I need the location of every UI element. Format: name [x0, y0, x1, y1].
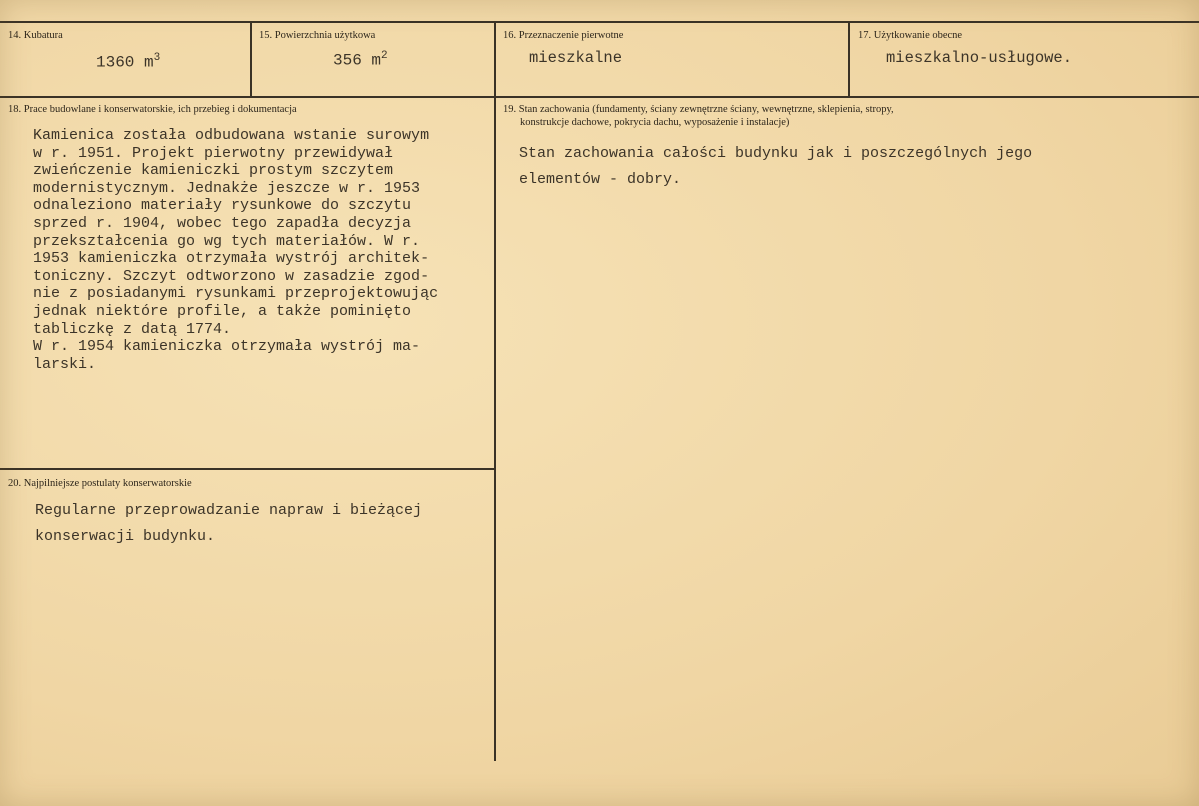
- field-18-line: W r. 1954 kamieniczka otrzymała wystrój ma-: [33, 338, 421, 356]
- col-divider-16-17: [848, 21, 850, 97]
- field-18-line: toniczny. Szczyt odtworzono w zasadzie zgod-: [33, 267, 430, 285]
- field-18-line: modernistycznym. Jednakże jeszcze w r. 1953: [33, 179, 421, 197]
- field-17-label: 17. Użytkowanie obecne: [858, 30, 963, 41]
- field-20-top-line: [0, 468, 494, 470]
- field-18-line: zwieńczenie kamieniczki prostym szczytem: [33, 162, 394, 180]
- field-14-number: 1360 m: [96, 53, 154, 72]
- field-19-label: 19. Stan zachowania (fundamenty, ściany zewnętrzne ściany, wewnętrzne, sklepienia, stropy,: [503, 104, 894, 115]
- field-19-line: Stan zachowania całości budynku jak i poszczególnych jego: [519, 145, 1033, 162]
- field-14-exponent: 3: [153, 52, 161, 64]
- field-18-line: tabliczkę z datą 1774.: [33, 320, 232, 338]
- field-19-line: elementów - dobry.: [519, 171, 682, 188]
- field-14-value: [96, 52, 160, 71]
- field-18-line: jednak niektóre profile, a także pominięto: [33, 302, 412, 320]
- col-divider-14-15: [250, 21, 252, 97]
- field-18-line: przekształcenia go wg tych materiałów. W r.: [33, 232, 421, 250]
- field-20-label: 20. Najpilniejsze postulaty konserwatorskie: [8, 478, 192, 489]
- field-16-value: mieszkalne: [529, 49, 623, 67]
- field-15-value: [333, 50, 388, 69]
- field-20-text: [35, 498, 422, 550]
- field-15-label: 15. Powierzchnia użytkowa: [259, 30, 376, 41]
- field-19-text: [519, 141, 1032, 193]
- col-divider-main: [494, 21, 496, 761]
- field-15-number: 356 m: [333, 51, 382, 70]
- field-20-line: Regularne przeprowadzanie napraw i bieżącej: [35, 502, 423, 519]
- field-18-line: w r. 1951. Projekt pierwotny przewidywał: [33, 144, 394, 162]
- field-20-line: konserwacji budynku.: [35, 528, 216, 545]
- field-18-line: odnaleziono materiały rysunkowe do szczytu: [33, 197, 412, 215]
- field-18-label: 18. Prace budowlane i konserwatorskie, ich przebieg i dokumentacja: [8, 104, 297, 115]
- field-18-line: nie z posiadanymi rysunkami przeprojektowując: [33, 285, 439, 303]
- field-16-label: 16. Przeznaczenie pierwotne: [503, 30, 624, 41]
- field-18-line: Kamienica została odbudowana wstanie surowym: [33, 127, 430, 144]
- field-18-line: sprzed r. 1904, wobec tego zapadła decyzja: [33, 214, 412, 232]
- field-18-line: larski.: [33, 355, 97, 373]
- field-18-line: 1953 kamieniczka otrzymała wystrój architek-: [33, 250, 430, 268]
- field-14-label: 14. Kubatura: [8, 30, 63, 41]
- field-15-exponent: 2: [381, 50, 388, 62]
- field-18-text: [33, 127, 438, 373]
- top-border-line: [0, 21, 1199, 23]
- field-17-value: mieszkalno-usługowe.: [886, 49, 1073, 67]
- row-divider-line: [0, 96, 1199, 98]
- field-19-label-continued: konstrukcje dachowe, pokrycia dachu, wyposażenie i instalacje): [520, 117, 790, 128]
